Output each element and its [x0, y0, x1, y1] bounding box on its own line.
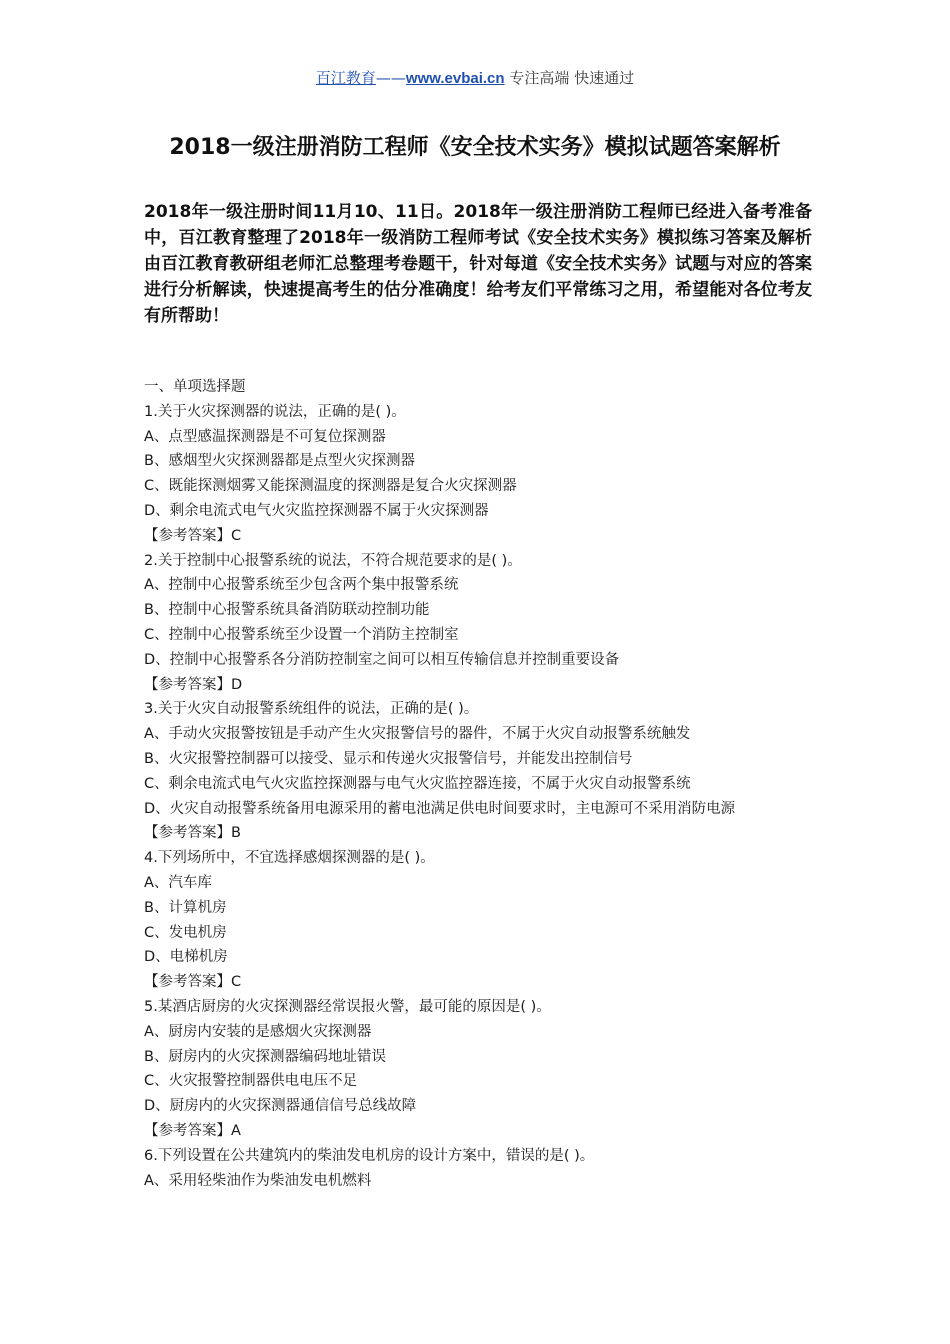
intro-paragraph: 2018年一级注册时间11月10、11日。2018年一级注册消防工程师已经进入备考准备中，百江教育整理了2018年一级消防工程师考试《安全技术实务》模拟练习答案及解析由百江教育教研组老师汇总整理考卷题干，针对每道《安全技术实务》试题与对应的答案进行分析解读，快速提高考生的估分准确度！给考友们平常练习之用，希望能对各位考友有所帮助！: [144, 202, 812, 326]
header-slogan: 专注高端 快速通过: [504, 69, 635, 87]
question-option: C、火灾报警控制器供电电压不足: [144, 1073, 358, 1090]
reference-answer: 【参考答案】C: [144, 527, 242, 544]
question-option: D、火灾自动报警系统备用电源采用的蓄电池满足供电时间要求时，主电源可不采用消防电源: [144, 800, 736, 817]
question-4: [144, 846, 812, 995]
question-6: [144, 1144, 812, 1194]
question-option: B、计算机房: [144, 899, 227, 916]
reference-answer: 【参考答案】A: [144, 1122, 241, 1139]
reference-answer: 【参考答案】D: [144, 676, 243, 693]
question-stem: 4.下列场所中，不宜选择感烟探测器的是( )。: [144, 850, 435, 867]
question-option: A、点型感温探测器是不可复位探测器: [144, 428, 386, 445]
question-option: C、发电机房: [144, 924, 227, 941]
question-3: [144, 697, 812, 846]
reference-answer: 【参考答案】B: [144, 825, 241, 842]
question-option: C、控制中心报警系统至少设置一个消防主控制室: [144, 626, 459, 643]
question-option: A、手动火灾报警按钮是手动产生火灾报警信号的器件，不属于火灾自动报警系统触发: [144, 726, 691, 743]
question-stem: 6.下列设置在公共建筑内的柴油发电机房的设计方案中，错误的是( )。: [144, 1147, 595, 1164]
question-option: B、感烟型火灾探测器都是点型火灾探测器: [144, 453, 415, 470]
question-1: [144, 400, 812, 549]
question-option: B、火灾报警控制器可以接受、显示和传递火灾报警信号，并能发出控制信号: [144, 750, 633, 767]
header-dash: ——: [375, 69, 406, 87]
question-stem: 3.关于火灾自动报警系统组件的说法，正确的是( )。: [144, 701, 479, 718]
question-2: [144, 549, 812, 698]
question-option: A、控制中心报警系统至少包含两个集中报警系统: [144, 577, 459, 594]
question-option: D、剩余电流式电气火灾监控探测器不属于火灾探测器: [144, 502, 489, 519]
page-header: [0, 68, 950, 89]
question-option: D、电梯机房: [144, 949, 228, 966]
reference-answer: 【参考答案】C: [144, 974, 242, 991]
question-option: B、控制中心报警系统具备消防联动控制功能: [144, 602, 430, 619]
brand-link[interactable]: 百江教育: [315, 69, 376, 87]
question-stem: 2.关于控制中心报警系统的说法，不符合规范要求的是( )。: [144, 552, 522, 569]
document-title: 2018一级注册消防工程师《安全技术实务》模拟试题答案解析: [169, 135, 781, 160]
question-option: C、既能探测烟雾又能探测温度的探测器是复合火灾探测器: [144, 478, 517, 495]
question-option: C、剩余电流式电气火灾监控探测器与电气火灾监控器连接，不属于火灾自动报警系统: [144, 775, 691, 792]
question-option: A、厨房内安装的是感烟火灾探测器: [144, 1023, 372, 1040]
question-option: D、厨房内的火灾探测器通信信号总线故障: [144, 1098, 417, 1115]
question-option: A、采用轻柴油作为柴油发电机燃料: [144, 1172, 372, 1189]
question-stem: 5.某酒店厨房的火灾探测器经常误报火警，最可能的原因是( )。: [144, 998, 551, 1015]
section-heading: 一、单项选择题: [144, 379, 246, 395]
question-stem: 1.关于火灾探测器的说法，正确的是( )。: [144, 403, 406, 420]
website-link[interactable]: www.evbai.cn: [405, 70, 505, 87]
question-option: D、控制中心报警系各分消防控制室之间可以相互传输信息并控制重要设备: [144, 651, 620, 668]
question-option: B、厨房内的火灾探测器编码地址错误: [144, 1048, 386, 1065]
question-5: [144, 995, 812, 1144]
question-list: [144, 375, 812, 1193]
question-option: A、汽车库: [144, 874, 212, 891]
